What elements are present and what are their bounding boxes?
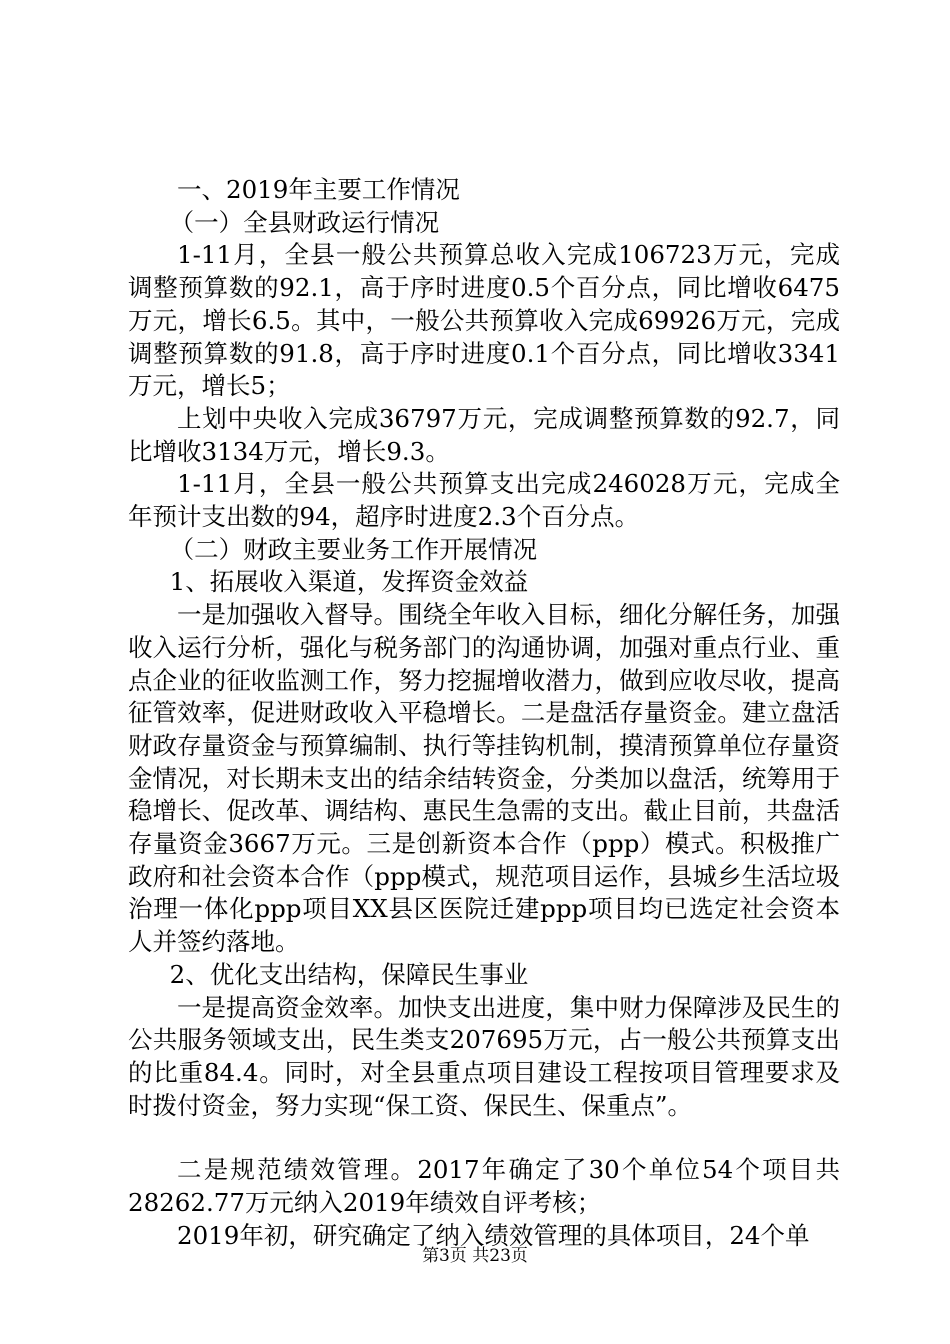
- body-paragraph: 一是提高资金效率。加快支出进度，集中财力保障涉及民生的公共服务领域支出，民生类支207695万元，占一般公共预算支出的比重84.4。同时，对全县重点项目建设工程按项目管理要求及时拨付资金，努力实现“保工资、保民生、保重点”。: [128, 992, 840, 1120]
- subsection-heading: （一）全县财政运行情况: [169, 207, 440, 237]
- body-paragraph: 一是加强收入督导。围绕全年收入目标，细化分解任务，加强收入运行分析，强化与税务部门的沟通协调，加强对重点行业、重点企业的征收监测工作，努力挖掘增收潜力，做到应收尽收，提高征管效率，促进财政收入平稳增长。二是盘活存量资金。建立盘活财政存量资金与预算编制、执行等挂钩机制，摸清预算单位存量资金情况，对长期未支出的结余结转资金，分类加以盘活，统筹用于稳增长、促改革、调结构、惠民生急需的支出。截止目前，共盘活存量资金3667万元。三是创新资本合作（ppp）模式。积极推广政府和社会资本合作（ppp模式，规范项目运作，县城乡生活垃圾治理一体化ppp项目XX县区医院迁建ppp项目均已选定社会资本人并签约落地。: [128, 600, 840, 957]
- document-body: [128, 174, 840, 1253]
- body-paragraph: 1-11月，全县一般公共预算总收入完成106723万元，完成调整预算数的92.1，高于序时进度0.5个百分点，同比增收6475万元，增长6.5。其中，一般公共预算收入完成69926万元，完成调整预算数的91.8，高于序时进度0.1个百分点，同比增收3341万元，增长5；: [128, 240, 840, 401]
- page-footer: 第3页 共23页: [422, 1246, 528, 1266]
- list-heading: 1、拓展收入渠道，发挥资金效益: [169, 567, 529, 597]
- section-heading: 一、2019年主要工作情况: [177, 175, 460, 204]
- subsection-heading: （二）财政主要业务工作开展情况: [169, 534, 538, 564]
- body-paragraph: 1-11月，全县一般公共预算支出完成246028万元，完成全年预计支出数的94，超序时进度2.3个百分点。: [128, 469, 840, 532]
- body-paragraph: 2019年初，研究确定了纳入绩效管理的具体项目，24个单: [177, 1220, 810, 1250]
- paragraph-gap: [128, 1122, 840, 1154]
- body-paragraph: 上划中央收入完成36797万元，完成调整预算数的92.7，同比增收3134万元，增长9.3。: [128, 403, 840, 466]
- body-paragraph: 二是规范绩效管理。2017年确定了30个单位54个项目共28262.77万元纳入2019年绩效自评考核；: [128, 1155, 840, 1218]
- list-heading: 2、优化支出结构，保障民生事业: [169, 959, 529, 989]
